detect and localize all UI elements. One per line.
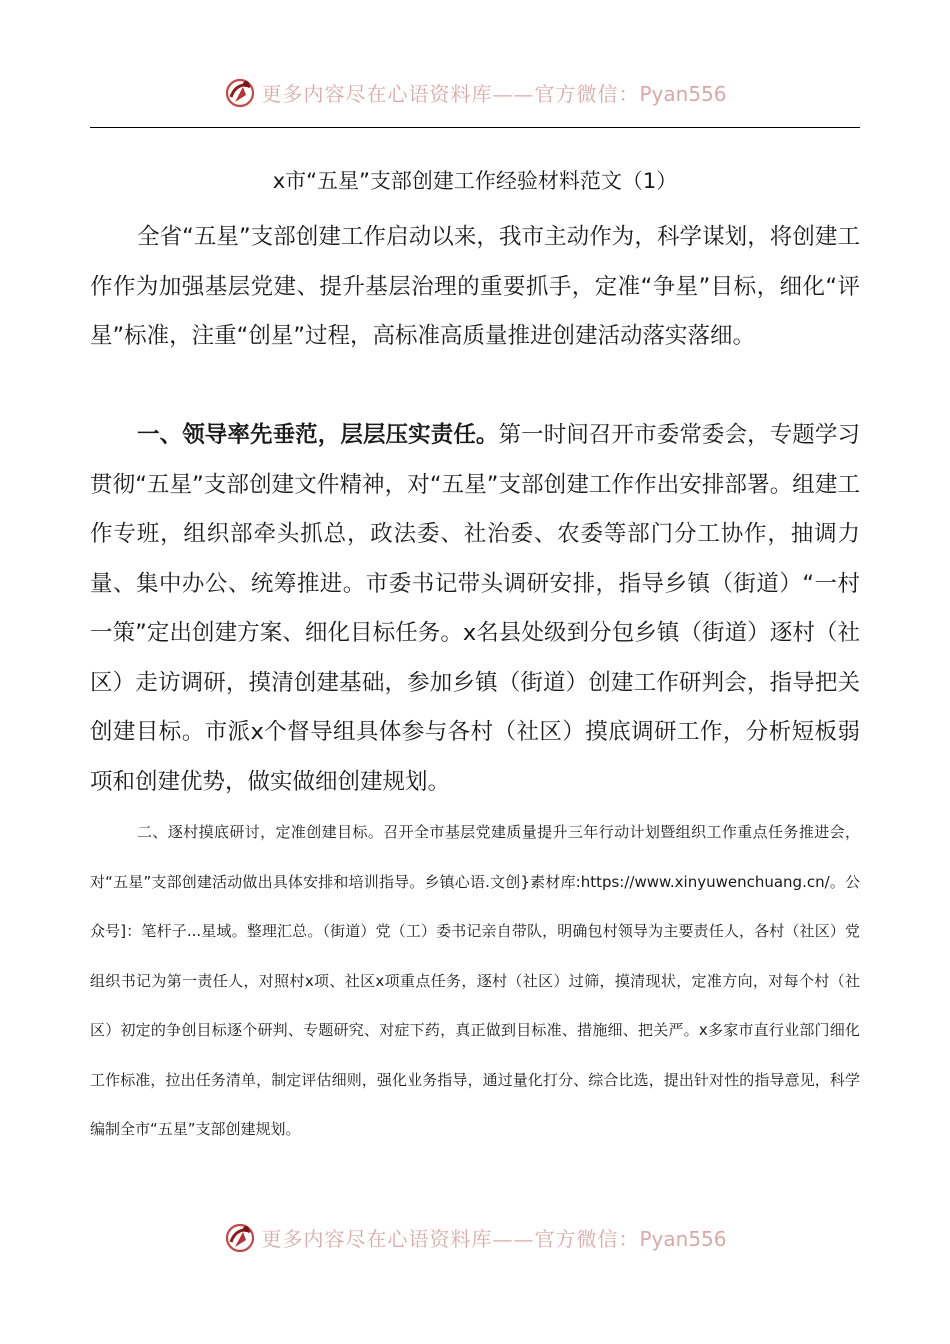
document-title: x市“五星”支部创建工作经验材料范文（1） — [272, 169, 678, 193]
brand-logo-icon — [223, 75, 257, 109]
watermark-handle: Pyan556 — [639, 1226, 727, 1251]
watermark-text: 更多内容尽在心语资料库——官方微信： — [261, 1226, 640, 1251]
brand-logo-icon — [223, 1220, 257, 1254]
header-watermark — [0, 72, 950, 112]
section-1-body: 第一时间召开市委常委会，专题学习贯彻“五星”支部创建文件精神，对“五星”支部创建工作作出安排部署。组建工作专班，组织部牵头抓总，政法委、社治委、农委等部门分工协作，抽调力量、集中办公、统筹推进。市委书记带头调研安排，指导乡镇（街道）“一村一策”定出创建方案、细化目标任务。x名县处级到分包乡镇（街道）逐村（社区）走访调研，摸清创建基础，参加乡镇（街道）创建工作研判会，指导把关创建目标。市派x个督导组具体参与各村（社区）摸底调研工作，分析短板弱项和创建优势，做实做细创建规划。 — [90, 422, 860, 795]
intro-paragraph: 全省“五星”支部创建工作启动以来，我市主动作为，科学谋划，将创建工作作为加强基层党建、提升基层治理的重要抓手，定准“争星”目标，细化“评星”标准，注重“创星”过程，高标准高质量推进创建活动落实落细。 — [90, 224, 860, 349]
header-divider — [90, 127, 860, 128]
watermark-text: 更多内容尽在心语资料库——官方微信： — [261, 81, 640, 106]
section-1-heading: 一、领导率先垂范，层层压实责任。 — [137, 422, 499, 448]
footer-watermark — [0, 1217, 950, 1257]
section-1-paragraph — [90, 411, 860, 807]
watermark-handle: Pyan556 — [639, 81, 727, 106]
section-2-paragraph: 二、逐村摸底研讨，定准创建目标。召开全市基层党建质量提升三年行动计划暨组织工作重点任务推进会，对“五星”支部创建活动做出具体安排和培训指导。乡镇心语.文创}素材库:https://www.xinyuwenchuang.cn/。公众号]：笔杆子...星域。整理汇总。（街道）党（工）委书记亲自带队，明确包村领导为主要责任人，各村（社区）党组织书记为第一责任人，对照村x项、社区x项重点任务，逐村（社区）过筛，摸清现状，定准方向，对每个村（社区）初定的争创目标逐个研判、专题研究、对症下药，真正做到目标准、措施细、把关严。x多家市直行业部门细化工作标准，拉出任务清单，制定评估细则，强化业务指导，通过量化打分、综合比选，提出针对性的指导意见，科学编制全市“五星”支部创建规划。 — [90, 823, 860, 1138]
